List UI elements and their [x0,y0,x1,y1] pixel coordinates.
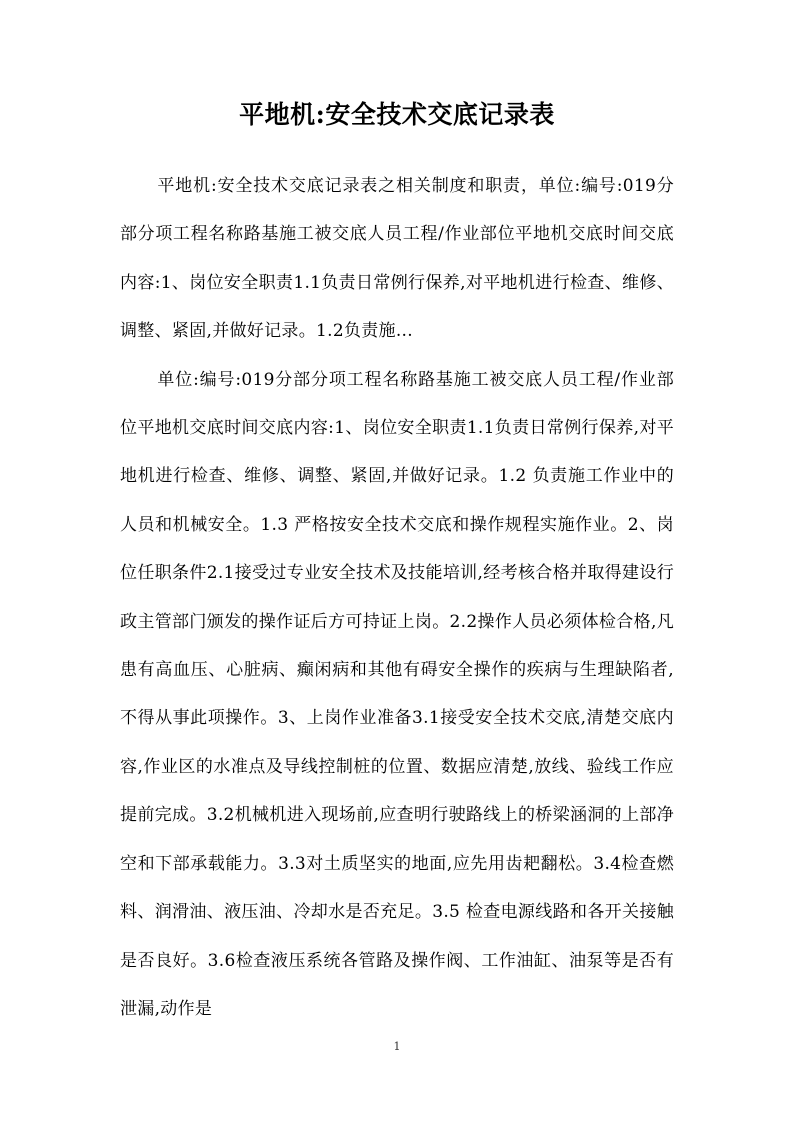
paragraph-main: 单位:编号:019分部分项工程名称路基施工被交底人员工程/作业部位平地机交底时间交底内容:1、岗位安全职责1.1负责日常例行保养,对平地机进行检查、维修、调整、紧固,并做好记录。1.2 负责施工作业中的人员和机械安全。1.3 严格按安全技术交底和操作规程实施作业。2、岗位任职条件2.1接受过专业安全技术及技能培训,经考核合格并取得建设行政主管部门颁发的操作证后方可持证上岗。2.2操作人员必须体检合格,凡患有高血压、心脏病、癫闲病和其他有碍安全操作的疾病与生理缺陷者,不得从事此项操作。3、上岗作业准备3.1接受安全技术交底,清楚交底内容,作业区的水准点及导线控制桩的位置、数据应清楚,放线、验线工作应提前完成。3.2机械机进入现场前,应查明行驶路线上的桥梁涵洞的上部净空和下部承载能力。3.3对土质坚实的地面,应先用齿耙翻松。3.4检查燃料、润滑油、液压油、冷却水是否充足。3.5 检查电源线路和各开关接触是否良好。3.6检查液压系统各管路及操作阀、工作油缸、油泵等是否有泄漏,动作是 [120,369,674,1019]
paragraph-summary: 平地机:安全技术交底记录表之相关制度和职责，单位:编号:019分部分项工程名称路基施工被交底人员工程/作业部位平地机交底时间交底内容:1、岗位安全职责1.1负责日常例行保养,对平地机进行检查、维修、调整、紧固,并做好记录。1.2负责施... [120,176,674,342]
document-body [120,162,674,1033]
document-title: 平地机:安全技术交底记录表 [239,100,555,129]
page-number: 1 [393,1040,401,1053]
